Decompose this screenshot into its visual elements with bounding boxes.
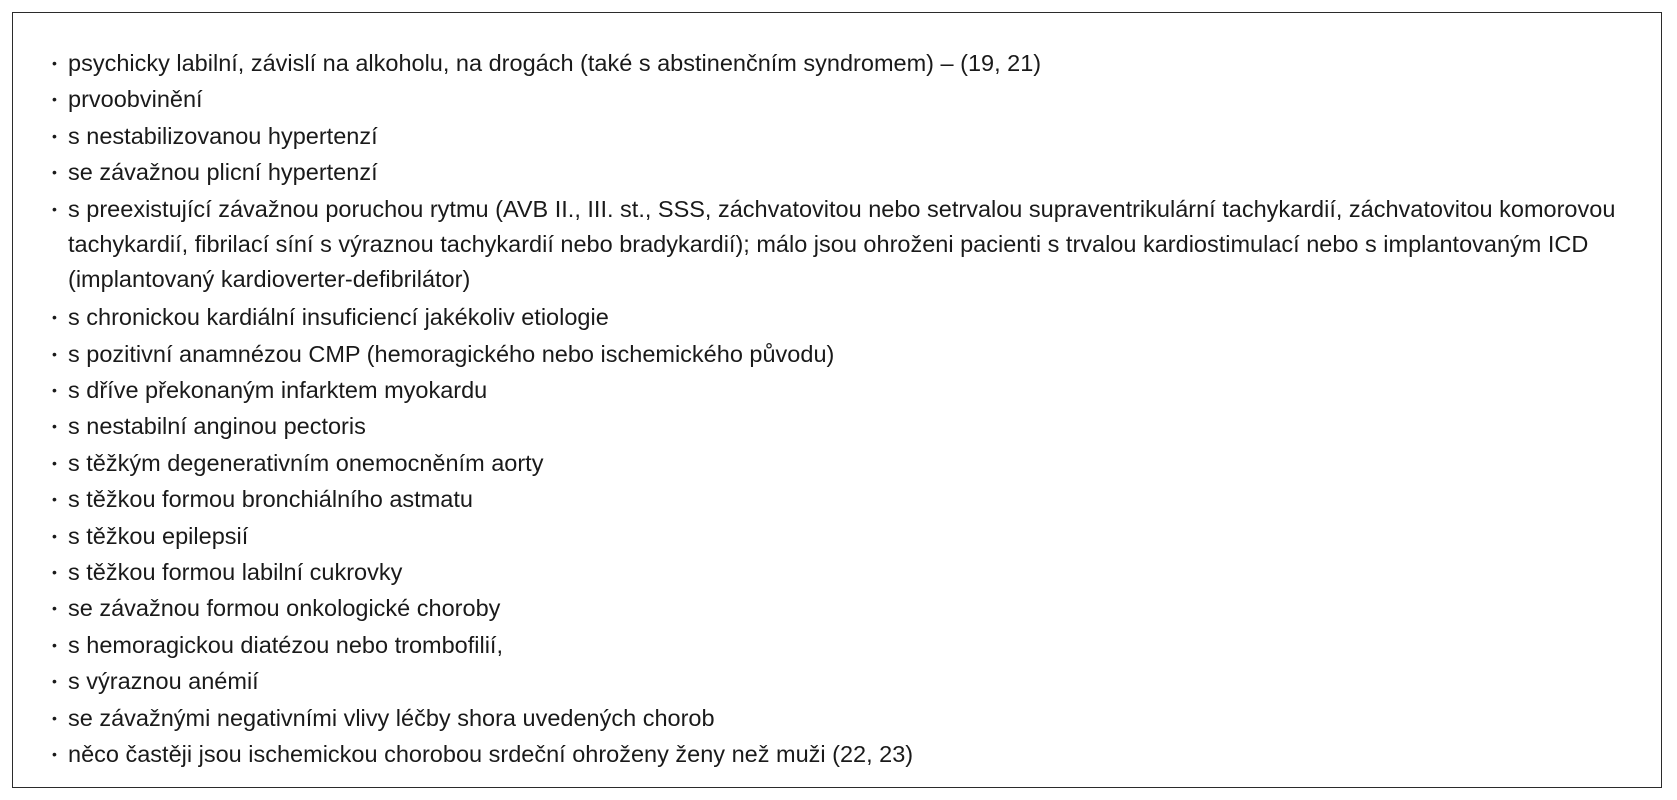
bullet-icon: • [52,491,57,508]
bullet-list [41,45,1651,773]
list-item [41,481,1651,517]
bullet-icon: • [52,200,57,217]
list-item [41,554,1651,590]
list-item-text: s pozitivní anamnézou CMP (hemoragického nebo ischemického původu) [68,340,835,367]
list-item-text: s těžkou formou labilní cukrovky [68,559,403,586]
list-item [41,81,1651,117]
content-box [12,12,1662,788]
bullet-icon: • [52,709,57,726]
list-item-text: něco častěji jsou ischemickou chorobou srdeční ohroženy ženy než muži (22, 23) [68,741,914,768]
bullet-icon: • [52,746,57,763]
list-item [41,518,1651,554]
bullet-icon: • [52,164,57,181]
bullet-icon: • [52,564,57,581]
list-item [41,700,1651,736]
list-item-text: prvoobvinění [68,86,203,113]
list-item-text: s preexistující závažnou poruchou rytmu (AVB II., III. st., SSS, záchvatovitou nebo setrvalou supraventrikulární tachykardií, záchvatovitou komorovou tachykardií, fibrilací síní s výraznou tachykardií nebo bradykardií); málo jsou ohroženi pacienti s trvalou kardiostimulací nebo s implantovaným ICD (implantovaný kardioverter-defibrilátor) [68,195,1616,293]
list-item-text: psychicky labilní, závislí na alkoholu, na drogách (také s abstinenčním syndromem) – (19, 21) [68,50,1042,76]
list-item [41,590,1651,626]
list-item-text: s dříve překonaným infarktem myokardu [68,377,488,404]
list-item-text: s chronickou kardiální insuficiencí jakékoliv etiologie [68,304,609,331]
bullet-icon: • [52,454,57,471]
bullet-icon: • [52,91,57,108]
bullet-icon: • [52,418,57,435]
bullet-icon: • [52,527,57,544]
bullet-icon: • [52,673,57,690]
list-item [41,445,1651,481]
list-item-text: s těžkou epilepsií [68,522,249,549]
bullet-icon: • [52,55,57,71]
list-item [41,45,1651,81]
list-item [41,627,1651,663]
list-item-text: se závažnou formou onkologické choroby [68,595,501,622]
list-item-text: se závažnými negativními vlivy léčby shora uvedených chorob [68,704,715,731]
bullet-icon: • [52,345,57,362]
bullet-icon: • [52,127,57,144]
list-item-text: s nestabilizovanou hypertenzí [68,122,378,149]
list-item-text: s těžkým degenerativním onemocněním aorty [68,449,544,476]
list-item-text: se závažnou plicní hypertenzí [68,159,378,186]
list-item [41,299,1651,335]
list-item [41,408,1651,444]
list-item [41,372,1651,408]
list-item [41,663,1651,699]
bullet-icon: • [52,600,57,617]
list-item [41,118,1651,154]
list-item-text: s hemoragickou diatézou nebo trombofilií, [68,631,503,658]
bullet-icon: • [52,382,57,399]
bullet-icon: • [52,309,57,326]
list-item [41,336,1651,372]
list-item-text: s výraznou anémií [68,668,259,695]
list-item-text: s těžkou formou bronchiálního astmatu [68,486,473,513]
list-item [41,154,1651,190]
list-item-text: s nestabilní anginou pectoris [68,413,366,440]
bullet-icon: • [52,636,57,653]
list-item [41,192,1651,298]
list-item [41,736,1651,772]
